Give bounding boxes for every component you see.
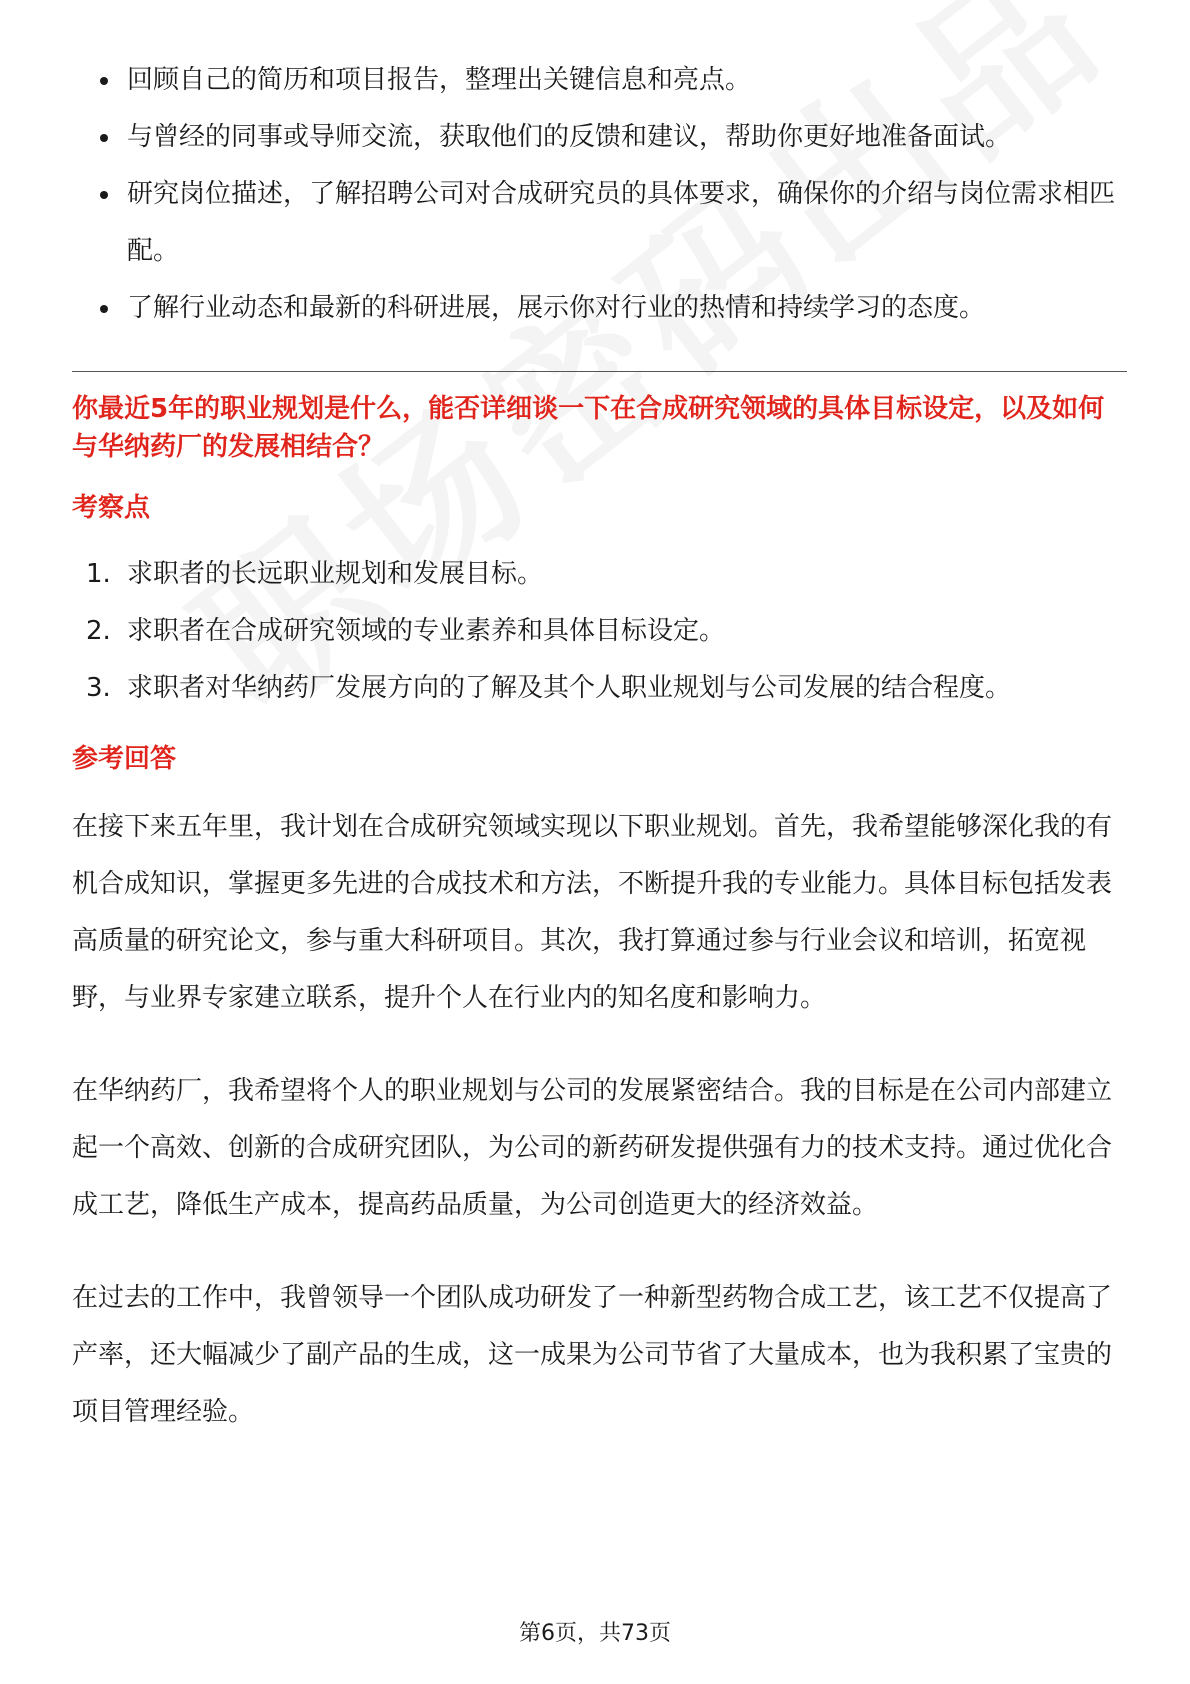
points-heading: 考察点: [72, 493, 151, 523]
list-item: [72, 280, 1127, 337]
item-number: 2.: [86, 616, 111, 646]
list-item: [72, 603, 1127, 660]
bullet-dot-icon: [100, 77, 108, 85]
item-number: 1.: [86, 559, 111, 589]
assessment-points-list: [72, 546, 1127, 717]
bullet-dot-icon: [100, 191, 108, 199]
answer-paragraph: 在过去的工作中，我曾领导一个团队成功研发了一种新型药物合成工艺，该工艺不仅提高了产率，还大幅减少了副产品的生成，这一成果为公司节省了大量成本，也为我积累了宝贵的项目管理经验。: [72, 1283, 1113, 1427]
list-item: [72, 660, 1127, 717]
list-item: [72, 52, 1127, 109]
answer-paragraph: 在接下来五年里，我计划在合成研究领域实现以下职业规划。首先，我希望能够深化我的有机合成知识，掌握更多先进的合成技术和方法，不断提升我的专业能力。具体目标包括发表高质量的研究论文，参与重大科研项目。其次，我打算通过参与行业会议和培训，拓宽视野，与业界专家建立联系，提升个人在行业内的知名度和影响力。: [72, 812, 1113, 1013]
list-item-text: 了解行业动态和最新的科研进展，展示你对行业的热情和持续学习的态度。: [127, 293, 986, 323]
list-item-text: 求职者对华纳药厂发展方向的了解及其个人职业规划与公司发展的结合程度。: [127, 673, 1012, 703]
list-item: [72, 166, 1127, 280]
list-item: [72, 546, 1127, 603]
bullet-dot-icon: [100, 305, 108, 313]
list-item-text: 研究岗位描述，了解招聘公司对合成研究员的具体要求，确保你的介绍与岗位需求相匹配。: [127, 179, 1116, 266]
list-item-text: 回顾自己的简历和项目报告，整理出关键信息和亮点。: [127, 65, 752, 95]
list-item-text: 与曾经的同事或导师交流，获取他们的反馈和建议，帮助你更好地准备面试。: [127, 122, 1012, 152]
answer-paragraph: 在华纳药厂，我希望将个人的职业规划与公司的发展紧密结合。我的目标是在公司内部建立起一个高效、创新的合成研究团队，为公司的新药研发提供强有力的技术支持。通过优化合成工艺，降低生产成本，提高药品质量，为公司创造更大的经济效益。: [72, 1076, 1113, 1220]
reference-answer: [72, 799, 1127, 1441]
answer-heading: 参考回答: [72, 744, 177, 774]
bullet-dot-icon: [100, 134, 108, 142]
item-number: 3.: [86, 673, 111, 703]
page-content: [72, 52, 1127, 1441]
preparation-bullet-list: [72, 52, 1127, 337]
section-divider: [72, 371, 1127, 372]
list-item-text: 求职者在合成研究领域的专业素养和具体目标设定。: [127, 616, 726, 646]
list-item-text: 求职者的长远职业规划和发展目标。: [127, 559, 544, 589]
page-number-footer: 第6页，共73页: [519, 1621, 671, 1646]
list-item: [72, 109, 1127, 166]
interview-question: 你最近5年的职业规划是什么，能否详细谈一下在合成研究领域的具体目标设定，以及如何与华纳药厂的发展相结合？: [72, 394, 1105, 462]
